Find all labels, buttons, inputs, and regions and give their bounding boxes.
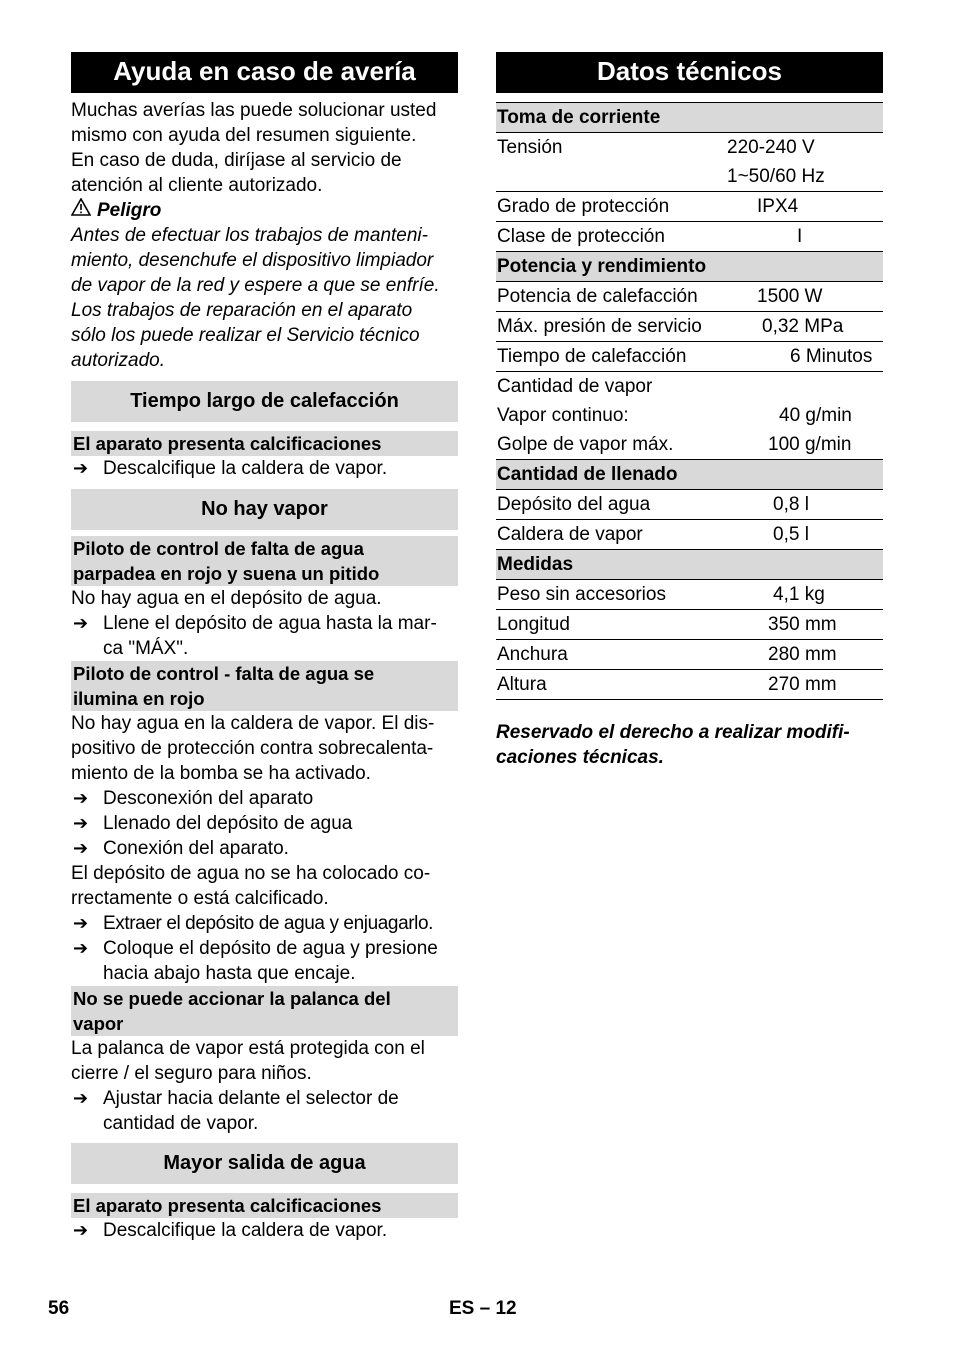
step-text: Conexión del aparato. [103,838,289,859]
text-line: El depósito de agua no se ha colocado co- [71,863,431,884]
step-item [71,836,458,861]
row-label: Cantidad de vapor [497,376,653,397]
table-row [496,342,883,372]
paragraph [71,711,458,786]
row-label: Medidas [497,554,574,575]
warning-text [71,223,458,373]
heading-no-steam: No hay vapor [71,489,458,530]
text-line: ilumina en rojo [73,688,205,709]
row-label: Caldera de vapor [497,524,643,545]
step-item [71,1218,458,1243]
text-line: No hay agua en la caldera de vapor. El dis- [71,713,435,734]
step-item [71,786,458,811]
text-line: cierre / el seguro para niños. [71,1063,312,1084]
paragraph [71,861,458,911]
section-page-label: ES – 12 [449,1298,517,1319]
row-value: 1500 W [757,286,823,307]
row-value: 0,32 MPa [762,316,844,337]
subheading-water-light-blinking [71,536,458,586]
row-label: Cantidad de llenado [497,464,678,485]
row-value: 280 mm [768,644,837,665]
table-section-header [496,550,883,580]
text-line: vapor [73,1013,124,1034]
heading-more-water-output: Mayor salida de agua [71,1143,458,1184]
step-text [103,936,458,986]
step-item [71,611,458,661]
table-row [496,670,883,700]
step-item [71,456,458,481]
text-line: hacia abajo hasta que encaje. [103,963,356,984]
arrow-right-icon: ➔ [73,813,89,833]
table-row [496,312,883,342]
arrow-right-icon: ➔ [73,913,89,933]
row-label: Tensión [497,137,563,158]
row-label: Golpe de vapor máx. [497,434,674,455]
row-label: Máx. presión de servicio [497,316,702,337]
step-item [71,936,458,986]
warning-heading [71,198,458,223]
step-text: Extraer el depósito de agua y enjuagarlo. [103,913,434,934]
subheading-steam-lever [71,986,458,1036]
row-label: Tiempo de calefacción [497,346,687,367]
step-text [103,1086,458,1136]
row-label: Vapor continuo: [497,405,629,426]
table-row [496,162,883,192]
subheading-water-light-red [71,661,458,711]
text-line: sólo los puede realizar el Servicio técnico [71,325,420,346]
row-value: 0,8 l [773,494,809,515]
table-row [496,372,883,401]
arrow-right-icon: ➔ [73,1220,89,1240]
table-row [496,640,883,670]
intro-paragraph [71,98,458,198]
technical-note [496,720,883,770]
text-line: parpadea en rojo y suena un pitido [73,563,380,584]
page-number: 56 [48,1298,70,1319]
right-column [496,52,883,770]
arrow-right-icon: ➔ [73,838,89,858]
text-line: Los trabajos de reparación en el aparato [71,300,413,321]
text-line: caciones técnicas. [496,747,664,768]
row-value: IPX4 [757,196,799,217]
text-line: autorizado. [71,350,166,371]
text-line: atención al cliente autorizado. [71,175,323,196]
step-text [103,611,458,661]
text-line: Coloque el depósito de agua y presione [103,938,438,959]
row-label: Depósito del agua [497,494,651,515]
table-row [496,401,883,430]
table-row [496,222,883,252]
step-text: Llenado del depósito de agua [103,813,353,834]
row-label: Anchura [497,644,568,665]
table-row [496,192,883,222]
table-section-header [496,103,883,133]
table-row [496,580,883,610]
row-label: Potencia y rendimiento [497,256,707,277]
table-section-header [496,460,883,490]
text-line: positivo de protección contra sobrecalenta- [71,738,434,759]
row-label [496,162,727,191]
row-value: I [797,226,803,247]
row-value [727,550,883,579]
table-row [496,430,883,460]
arrow-right-icon: ➔ [73,938,89,958]
row-label: Toma de corriente [497,107,661,128]
text-line: Ajustar hacia delante el selector de [103,1088,399,1109]
subheading-calcification: El aparato presenta calcificaciones [71,431,458,456]
row-label: Longitud [497,614,570,635]
paragraph [71,1036,458,1086]
text-line: Llene el depósito de agua hasta la mar- [103,613,437,634]
arrow-right-icon: ➔ [73,613,89,633]
section-title-troubleshooting: Ayuda en caso de avería [71,52,458,93]
text-line: Piloto de control de falta de agua [73,538,364,559]
text-line: de vapor de la red y espere a que se enfríe. [71,275,440,296]
row-label: Peso sin accesorios [497,584,666,605]
section-title-technical-data: Datos técnicos [496,52,883,93]
text-line: Piloto de control - falta de agua se [73,663,375,684]
step-item [71,911,458,936]
row-value: 0,5 l [773,524,809,545]
warning-triangle-icon [71,198,91,223]
table-row [496,490,883,520]
step-text: Descalcifique la caldera de vapor. [103,458,388,479]
text-line: Antes de efectuar los trabajos de manteni- [71,225,428,246]
row-label: Potencia de calefacción [497,286,698,307]
table-row [496,282,883,312]
arrow-right-icon: ➔ [73,458,89,478]
row-label: Clase de protección [497,226,665,247]
technical-data-table [496,102,883,700]
heading-long-heating-time: Tiempo largo de calefacción [71,381,458,422]
table-section-header [496,252,883,282]
text-line: Reservado el derecho a realizar modifi- [496,722,850,743]
text-line: No se puede accionar la palanca del [73,988,391,1009]
row-value: 100 g/min [768,434,852,455]
text-line: rrectamente o está calcificado. [71,888,329,909]
row-value [727,252,883,281]
row-value [727,372,883,401]
table-row [496,610,883,640]
arrow-right-icon: ➔ [73,1088,89,1108]
row-value: 350 mm [768,614,837,635]
text-line: mismo con ayuda del resumen siguiente. [71,125,417,146]
warning-label: Peligro [97,200,162,221]
table-row [496,520,883,550]
row-value: 220-240 V [727,137,815,158]
row-value: 1~50/60 Hz [727,166,825,187]
step-item [71,811,458,836]
text-line: No hay agua en el depósito de agua. [71,588,382,609]
text-line: ca "MÁX". [103,638,189,659]
text-line: miento de la bomba se ha activado. [71,763,371,784]
row-value: 4,1 kg [773,584,825,605]
row-value: 6 Minutos [790,346,873,367]
arrow-right-icon: ➔ [73,788,89,808]
text-line: La palanca de vapor está protegida con el [71,1038,425,1059]
row-label: Grado de protección [497,196,670,217]
table-row [496,133,883,162]
subheading-calcification: El aparato presenta calcificaciones [71,1193,458,1218]
row-value [727,460,883,489]
text-line: En caso de duda, diríjase al servicio de [71,150,402,171]
row-label: Altura [497,674,547,695]
row-value: 270 mm [768,674,837,695]
step-item [71,1086,458,1136]
text-line: Muchas averías las puede solucionar usted [71,100,437,121]
row-value [727,103,883,132]
step-text: Desconexión del aparato [103,788,314,809]
left-column [71,52,458,1243]
text-line: cantidad de vapor. [103,1113,259,1134]
step-text: Descalcifique la caldera de vapor. [103,1220,388,1241]
row-value: 40 g/min [779,405,852,426]
text-line: miento, desenchufe el dispositivo limpiador [71,250,434,271]
